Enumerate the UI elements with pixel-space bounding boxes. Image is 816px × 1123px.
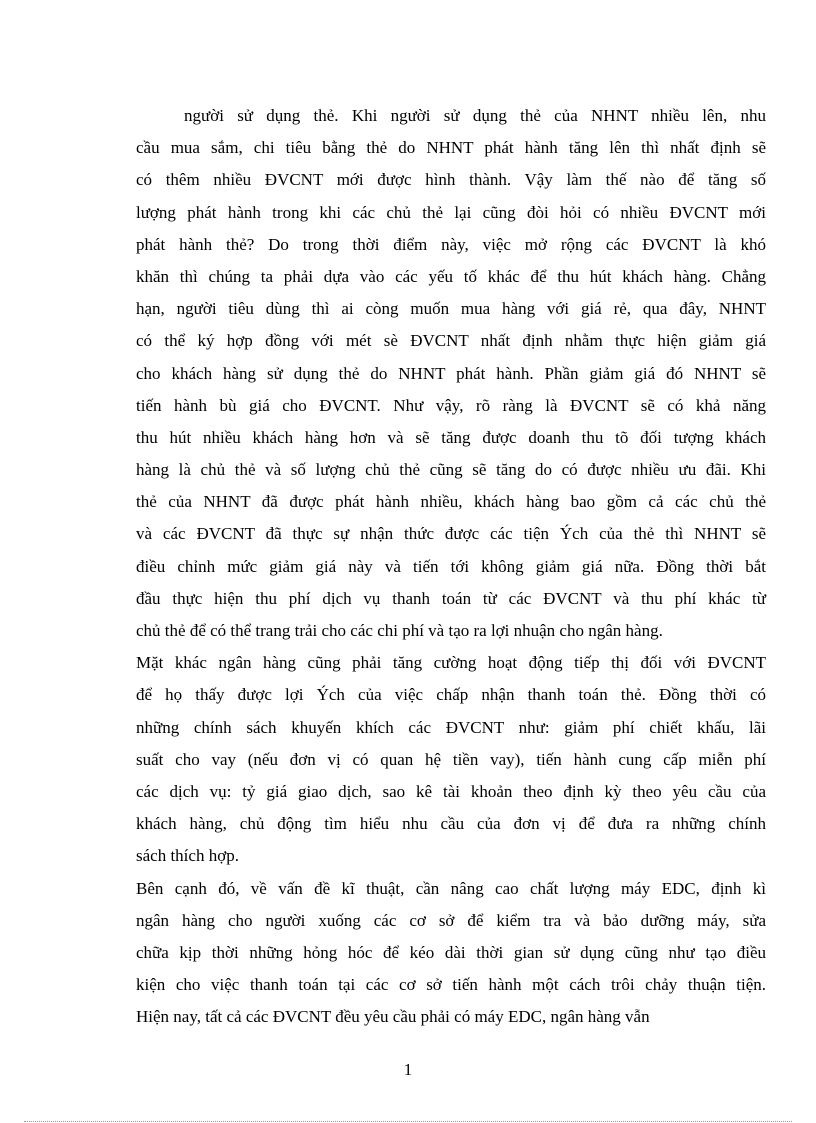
text-line: những chính sách khuyến khích các ĐVCNT như: giảm phí chiết khấu, lãi bbox=[136, 717, 766, 737]
text-line: cho khách hàng sử dụng thẻ do NHNT phát hành. Phần giảm giá đó NHNT sẽ bbox=[136, 363, 766, 383]
text-line: các dịch vụ: tỷ giá giao dịch, sao kê tài khoản theo định kỳ theo yêu cầu của bbox=[136, 781, 766, 801]
page-number: 1 bbox=[403, 1060, 413, 1079]
text-line: đầu thực hiện thu phí dịch vụ thanh toán từ các ĐVCNT và thu phí khác từ bbox=[136, 588, 766, 608]
text-line: chữa kịp thời những hỏng hóc để kéo dài thời gian sử dụng cũng như tạo điều bbox=[136, 942, 766, 962]
text-line: suất cho vay (nếu đơn vị có quan hệ tiền vay), tiến hành cung cấp miễn phí bbox=[136, 749, 766, 769]
text-line: Mặt khác ngân hàng cũng phải tăng cường hoạt động tiếp thị đối với ĐVCNT bbox=[136, 653, 766, 673]
text-line: để họ thấy được lợi Ých của việc chấp nhận thanh toán thẻ. Đồng thời có bbox=[136, 685, 766, 705]
text-line: phát hành thẻ? Do trong thời điểm này, việc mở rộng các ĐVCNT là khó bbox=[136, 234, 766, 254]
text-line: hạn, người tiêu dùng thì ai còng muốn mua hàng với giá rẻ, qua đây, NHNT bbox=[136, 299, 766, 319]
page-bottom-divider bbox=[24, 1121, 792, 1122]
text-line: Hiện nay, tất cả các ĐVCNT đều yêu cầu phải có máy EDC, ngân hàng vẫn bbox=[136, 1007, 650, 1027]
text-line: có thể ký hợp đồng với mét sè ĐVCNT nhất định nhằm thực hiện giảm giá bbox=[136, 331, 766, 351]
text-line: hàng là chủ thẻ và số lượng chủ thẻ cũng sẽ tăng do có được nhiều ưu đãi. Khi bbox=[136, 460, 766, 480]
text-line: thẻ của NHNT đã được phát hành nhiều, khách hàng bao gồm cả các chủ thẻ bbox=[136, 492, 766, 512]
text-line: thu hút nhiều khách hàng hơn và sẽ tăng được doanh thu tõ đối tượng khách bbox=[136, 427, 766, 447]
text-line: người sử dụng thẻ. Khi người sử dụng thẻ của NHNT nhiều lên, nhu bbox=[184, 106, 766, 125]
text-line: sách thích hợp. bbox=[136, 846, 239, 866]
text-line: khách hàng, chủ động tìm hiểu nhu cầu của đơn vị để đưa ra những chính bbox=[136, 814, 766, 834]
text-line: chủ thẻ để có thể trang trải cho các chi phí và tạo ra lợi nhuận cho ngân hàng. bbox=[136, 621, 663, 640]
text-line: ngân hàng cho người xuống các cơ sở để kiểm tra và bảo dưỡng máy, sửa bbox=[136, 910, 766, 930]
text-line: cầu mua sắm, chi tiêu bằng thẻ do NHNT phát hành tăng lên thì nhất định sẽ bbox=[136, 138, 766, 158]
text-line: lượng phát hành trong khi các chủ thẻ lại cũng đòi hỏi có nhiều ĐVCNT mới bbox=[136, 202, 766, 222]
text-line: có thêm nhiều ĐVCNT mới được hình thành. Vậy làm thế nào để tăng số bbox=[136, 170, 766, 190]
text-line: Bên cạnh đó, về vấn đề kĩ thuật, cần nâng cao chất lượng máy EDC, định kì bbox=[136, 878, 766, 898]
text-line: khăn thì chúng ta phải dựa vào các yếu tố khác để thu hút khách hàng. Chẳng bbox=[136, 266, 766, 286]
text-line: và các ĐVCNT đã thực sự nhận thức được các tiện Ých của thẻ thì NHNT sẽ bbox=[136, 524, 766, 544]
text-line: kiện cho việc thanh toán tại các cơ sở tiến hành một cách trôi chảy thuận tiện. bbox=[136, 975, 766, 995]
text-line: tiến hành bù giá cho ĐVCNT. Như vậy, rõ ràng là ĐVCNT sẽ có khả năng bbox=[136, 395, 766, 415]
body-text bbox=[136, 100, 766, 1033]
text-line: điều chỉnh mức giảm giá này và tiến tới không giảm giá nữa. Đồng thời bắt bbox=[136, 556, 766, 576]
